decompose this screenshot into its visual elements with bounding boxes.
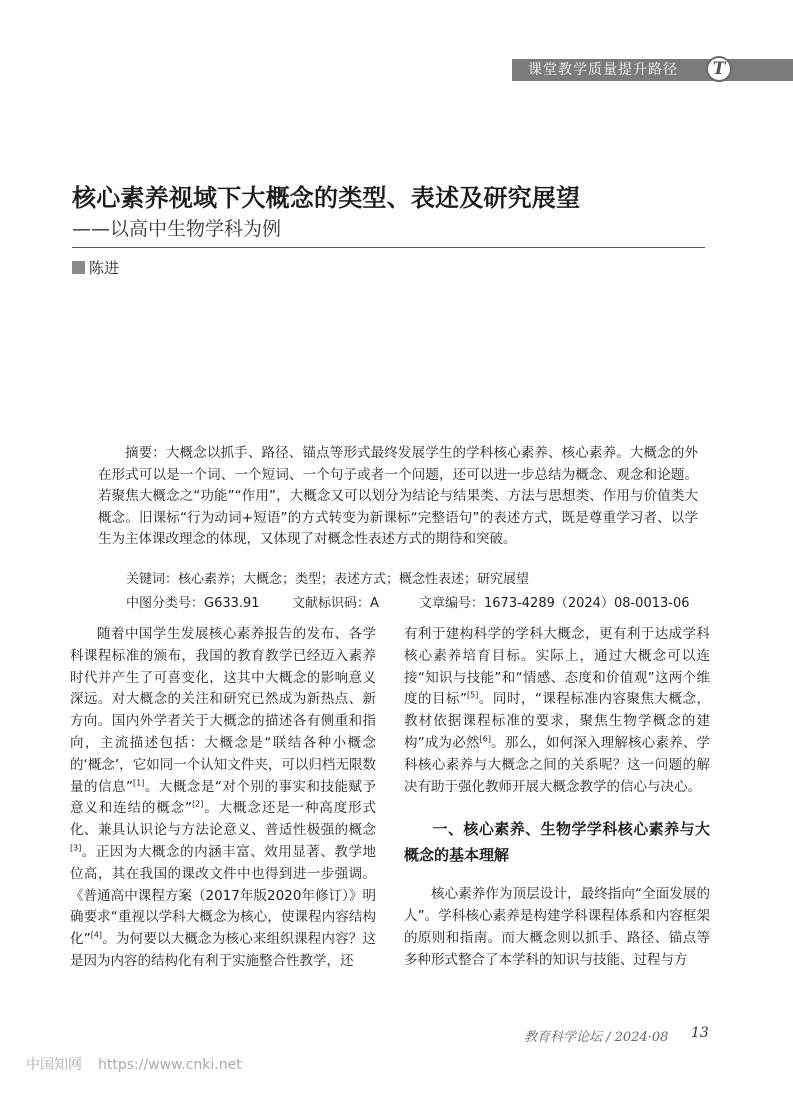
article-title: 核心素养视域下大概念的类型、表述及研究展望 bbox=[72, 184, 581, 212]
body-column-right bbox=[404, 624, 710, 972]
citation-ref: [5] bbox=[467, 690, 479, 700]
watermark-url: https://www.cnki.net bbox=[98, 1057, 242, 1073]
title-divider bbox=[72, 247, 705, 248]
abstract-text: 摘要：大概念以抓手、路径、锚点等形式最终发展学生的学科核心素养、核心素养。大概念的外在形式可以是一个词、一个短词、一个句子或者一个问题，还可以进一步总结为概念、观念和论题。若聚焦大概念之“功能”“作用”，大概念又可以划分为结论与结果类、方法与思想类、作用与价值类大概念。旧课标“行为动词+短语”的方式转变为新课标“完整语句”的表述方式，既是尊重学习者、以学生为主体课改理念的体现，又体现了对概念性表述方式的期待和突破。 bbox=[98, 445, 698, 547]
article-subtitle: ——以高中生物学科为例 bbox=[72, 218, 282, 240]
article-number: 文章编号：1673-4289（2024）08-0013-06 bbox=[419, 596, 690, 611]
citation-ref: [3] bbox=[70, 843, 82, 853]
keywords: 关键词：核心素养；大概念；类型；表述方式；概念性表述；研究展望 bbox=[126, 572, 530, 587]
text-run: 。为何要以大概念为核心来组织课程内容？这是因为内容的结构化有利于实施整合性教学，还 bbox=[70, 931, 377, 969]
text-run: 。大概念是“对个别的事实和技能赋予意义和连结的概念” bbox=[70, 778, 376, 817]
page-number: 13 bbox=[691, 1025, 709, 1041]
text-run: 。那么，如何深入理解核心素养、学科核心素养与大概念之间的关系呢？这一问题的解决有助于强化教师开展大概念教学的信心与决心。 bbox=[404, 734, 711, 795]
section-heading: 一、核心素养、生物学学科核心素养与大概念的基本理解 bbox=[404, 820, 710, 865]
text-run: 有利于建构科学的学科大概念，更有利于达成学科核心素养培育目标。实际上，通过大概念可以连接“知识与技能”和“情感、态度和价值观”这两个维度的目标” bbox=[404, 626, 710, 708]
text-run: 。大概念还是一种高度形式化、兼具认识论与方法论意义、普适性极强的概念 bbox=[70, 800, 376, 839]
journal-logo-icon: T bbox=[706, 56, 732, 82]
text-run: 随着中国学生发展核心素养报告的发布、各学科课程标准的颁布，我国的教育教学已经迈入素养时代并产生了可喜变化，这其中大概念的影响意义深远。对大概念的关注和研究已然成为新热点、新方向。国内外学者关于大概念的描述各有侧重和指向，主流描述包括：大概念是“联结各种小概念的‘概念’，它如同一个认知文件夹，可以归档无限数量的信息” bbox=[70, 626, 376, 795]
document-code: 文献标识码：A bbox=[292, 596, 379, 611]
text-run: 。正因为大概念的内涵丰富、效用显著、教学地位高，其在我国的课改文件中也得到进一步强调。《普通高中课程方案（2017年版2020年修订）》明确要求“重视以学科大概念为核心，使课程内容结构化” bbox=[70, 843, 376, 948]
citation-ref: [2] bbox=[192, 799, 204, 809]
author-marker-icon bbox=[72, 261, 85, 274]
citation-ref: [1] bbox=[133, 778, 145, 788]
clc-number: 中图分类号：G633.91 bbox=[126, 596, 260, 611]
body-paragraph: 核心素养作为顶层设计，最终指向“全面发展的人”。学科核心素养是构建学科课程体系和内容框架的原则和指南。而大概念则以抓手、路径、锚点等多种形式整合了本学科的知识与技能、过程与方 bbox=[404, 886, 710, 968]
text-run: 。同时，“课程标准内容聚焦大概念，教材依据课程标准的要求，聚焦生物学概念的建构”成为必然 bbox=[404, 691, 710, 751]
footer-journal: 教育科学论坛 / 2024·08 bbox=[524, 1030, 669, 1045]
section-label: 课堂教学质量提升路径 bbox=[528, 62, 678, 78]
cnki-watermark bbox=[26, 1054, 242, 1074]
watermark-name: 中国知网 bbox=[26, 1057, 82, 1073]
author-name: 陈进 bbox=[89, 259, 120, 277]
citation-ref: [4] bbox=[90, 930, 103, 940]
body-paragraph bbox=[404, 624, 710, 798]
body-column-left bbox=[70, 624, 376, 973]
citation-ref: [6] bbox=[479, 734, 491, 744]
body-paragraph bbox=[70, 624, 376, 973]
